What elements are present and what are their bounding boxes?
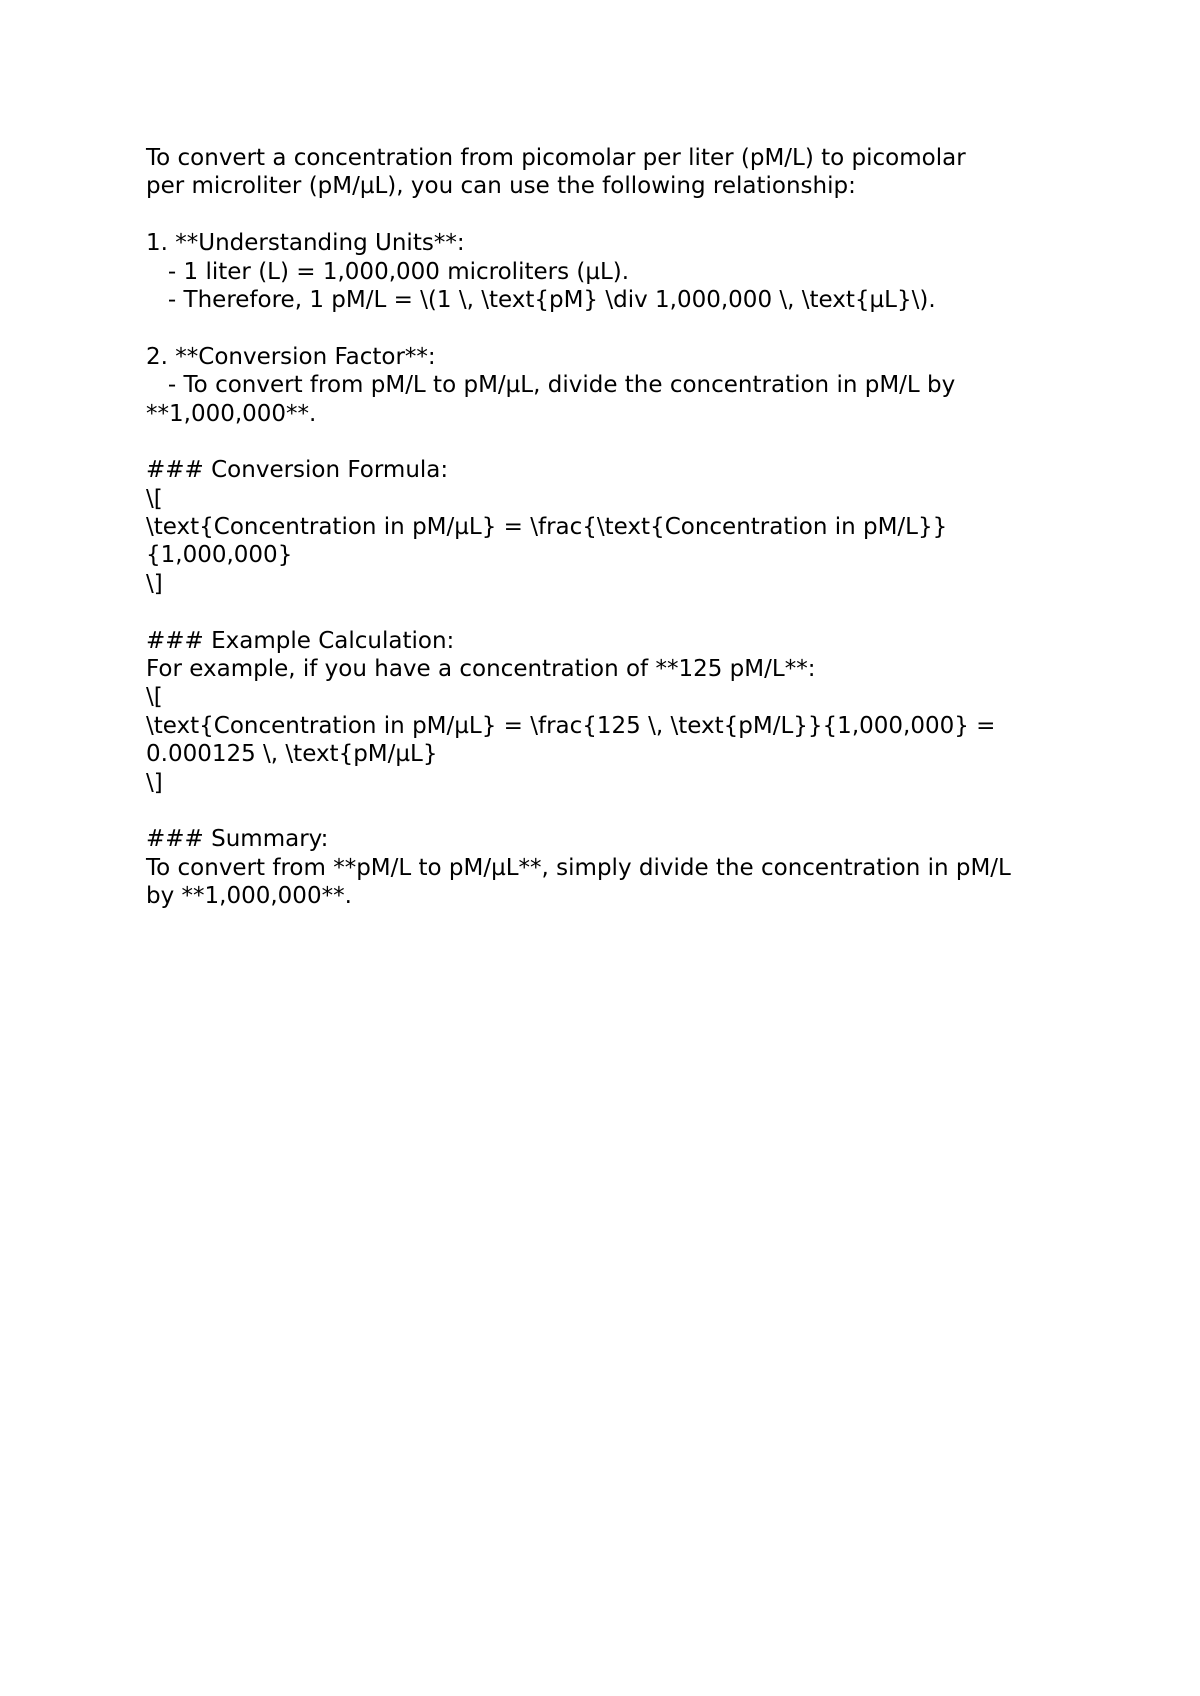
formula-line-2: {1,000,000} [146, 542, 293, 569]
formula-heading: ### Conversion Formula: [146, 457, 449, 484]
document-body [146, 144, 1106, 911]
example-line-1: \text{Concentration in pM/µL} = \frac{125 \, \text{pM/L}}{1,000,000} = [146, 712, 996, 739]
blank-line [146, 201, 1106, 229]
intro-line-1: To convert a concentration from picomolar per liter (pM/L) to picomolar [146, 145, 966, 171]
summary-line-1: To convert from **pM/L to pM/µL**, simply divide the concentration in pM/L [146, 854, 1011, 881]
section-1-heading: 1. **Understanding Units**: [146, 230, 465, 257]
blank-line [146, 598, 1106, 626]
formula-close: \] [146, 570, 163, 597]
section-2-bullet-1: - To convert from pM/L to pM/µL, divide the concentration in pM/L by [146, 372, 956, 399]
summary-line-2: by **1,000,000**. [146, 883, 352, 910]
example-close: \] [146, 769, 163, 796]
example-line-2: 0.000125 \, \text{pM/µL} [146, 741, 438, 768]
example-open: \[ [146, 684, 163, 711]
summary-heading: ### Summary: [146, 826, 329, 853]
blank-line [146, 797, 1106, 825]
blank-line [146, 314, 1106, 342]
section-1-bullet-1: - 1 liter (L) = 1,000,000 microliters (µL). [146, 258, 630, 285]
intro-line-2: per microliter (pM/µL), you can use the following relationship: [146, 173, 856, 200]
formula-line-1: \text{Concentration in pM/µL} = \frac{\text{Concentration in pM/L}} [146, 514, 948, 541]
example-heading: ### Example Calculation: [146, 627, 455, 654]
blank-line [146, 428, 1106, 456]
section-1-bullet-2: - Therefore, 1 pM/L = \(1 \, \text{pM} \div 1,000,000 \, \text{µL}\). [146, 286, 936, 313]
section-2-bullet-1-cont: **1,000,000**. [146, 400, 317, 427]
section-2-heading: 2. **Conversion Factor**: [146, 343, 436, 370]
formula-open: \[ [146, 485, 163, 512]
example-intro: For example, if you have a concentration of **125 pM/L**: [146, 656, 816, 683]
